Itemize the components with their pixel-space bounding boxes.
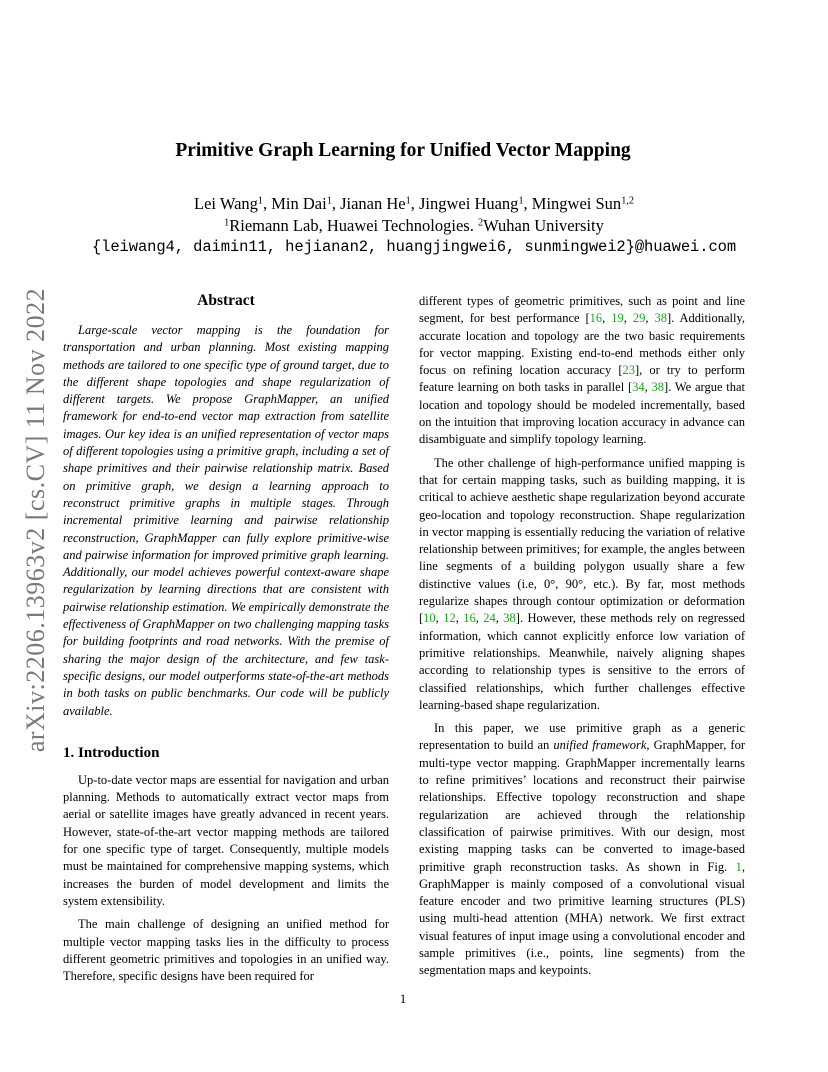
text-run: ]. We argue that location and topology should be modeled incrementally, based on the intuition that improving location accuracy in advance can disambiguate and simplify topology learning.	[419, 380, 746, 447]
email-list: {leiwang4, daimin11, hejianan2, huangjingwei6, sunmingwei2}@huawei.com	[91, 238, 737, 256]
citation-link[interactable]: 12	[443, 611, 456, 626]
intro-paragraph-2: The main challenge of designing an unified method for multiple vector mapping tasks lies in the difficulty to process different geometric primitives and topologies in an unified way. Therefore, specific designs have been required for	[63, 917, 389, 984]
citation-link[interactable]: 38	[651, 380, 665, 395]
text-run: ], or try to perform feature learning on both tasks in parallel [	[419, 363, 745, 395]
page-number: 1	[399, 991, 407, 1006]
arxiv-identifier-text: arXiv:2206.13963v2 [cs.CV] 11 Nov 2022	[21, 287, 51, 753]
text-run: The other challenge of high-performance unified mapping is that for certain mapping tasks, such as building mapping, it is critical to achieve aesthetic shape regularization beyond accurate geo-location and topology reconstruction. Shape regularization in vector mapping is essentially reducing the variation of relative relationship between primitives; for example, the angles between line segments of a building polygon usually share a few distinctive values (i.e, 0°, 90°, etc.). By far, most methods regularize shapes through contour optimization or deformation [	[419, 455, 745, 626]
author-list: Lei Wang$^1$, Min Dai$^1$, Jianan He$^1$, Jingwei Huang$^1$, Mingwei Sun$^{1,2}$	[194, 194, 634, 213]
arxiv-identifier	[20, 282, 52, 758]
left-column	[63, 292, 389, 985]
emphasis-text: unified framework	[553, 738, 647, 753]
citation-link[interactable]: 24	[483, 611, 496, 626]
citation-link[interactable]: 34	[632, 380, 645, 395]
citation-link[interactable]: 38	[503, 611, 516, 626]
affiliation-line: $^1$Riemann Lab, Huawei Technologies. $^2$Wuhan University	[224, 216, 604, 235]
right-column	[419, 293, 745, 980]
introduction-heading: 1. Introduction	[63, 744, 160, 761]
abstract-heading: Abstract	[197, 292, 255, 309]
abstract-text: Large-scale vector mapping is the foundation for transportation and urban planning. Most existing mapping methods are tailored to one specific type of ground target, due to the different shape topologies and shape regularization of different targets. We propose GraphMapper, an unified framework for end-to-end vector map extraction from satellite images. Our key idea is an unified representation of vector maps of different topologies using a primitive graph, including a set of shape primitives and their pairwise relationship matrix. Based on primitive graph, we design a learning approach to reconstruct primitive graphs in multiple stages. Through incremental primitive learning and pairwise relationship reconstruction, GraphMapper can fully explore primitive-wise and pairwise information for improved primitive graph learning. Additionally, our model achieves powerful context-aware shape regularization by learning directions that are consistent with pairwise relationship estimation. We empirically demonstrate the effectiveness of GraphMapper on two challenging mapping tasks for building footprints and road networks. With the premise of sharing the major design of the architecture, and few task-specific designs, our model outperforms state-of-the-art methods in both tasks on public benchmarks. Our code will be publicly available.	[63, 323, 389, 718]
intro-paragraph-1: Up-to-date vector maps are essential for navigation and urban planning. Methods to automatically extract vector maps from aerial or satellite images have greatly advanced in recent years. However, state-of-the-art vector mapping methods are tailored for one specific type of target. Consequently, multiple models must be maintained for comprehensive mapping systems, which increases the burden of model development and limits the system extensibility.	[63, 772, 389, 908]
right-paragraph-3	[419, 720, 745, 979]
text-run: In this paper, we use primitive graph as a generic representation to build an	[419, 721, 745, 753]
citation-link[interactable]: 38	[654, 311, 667, 326]
citation-link[interactable]: 10	[423, 611, 436, 626]
figure-reference-link[interactable]: 1	[735, 859, 742, 874]
paper-title: Primitive Graph Learning for Unified Vector Mapping	[175, 140, 631, 161]
text-run: , GraphMapper, for multi-type vector mapping. GraphMapper incrementally learns to refine primitives’ locations and reconstruct their pairwise relationships. Effective topology reconstruction and shape regularization are achieved through the relationship classification of pairwise primitives. With our design, most existing mapping tasks can be converted to image-based primitive graph reconstruction tasks. As shown in Fig.	[419, 738, 745, 874]
text-run: different types of geometric primitives, such as point and line segment, for best performance [	[419, 294, 745, 326]
citation-link[interactable]: 19	[611, 311, 624, 326]
text-run: , GraphMapper is mainly composed of a convolutional visual feature encoder and two primitive learning structures (PLS) using multi-head attention (MHA) network. We first extract visual features of input image using a convolutional encoder and sample primitives (i.e., points, line segments) from the segmentation maps and keypoints.	[419, 859, 745, 978]
right-paragraph-1: different types of geometric primitives, such as point and line segment, for best performance [16, 19, 29, 38]. Additionally, accurate location and topology are the two basic requirements for vector mapping. Existing end-to-end methods either only focus on refining location accuracy [23], or try to perform feature learning on both tasks in parallel [34, 38]. We argue that location and topology should be modeled incrementally, based on the intuition that improving location accuracy in advance can disambiguate and simplify topology learning.	[419, 294, 746, 447]
citation-link[interactable]: 16	[589, 311, 603, 326]
right-paragraph-2: The other challenge of high-performance unified mapping is that for certain mapping tasks, such as building mapping, it is critical to achieve aesthetic shape regularization beyond accurate geo-location and topology reconstruction. Shape regularization in vector mapping is essentially reducing the variation of relative relationship between primitives; for example, the angles between line segments of a building polygon usually share a few distinctive values (i.e, 0°, 90°, etc.). By far, most methods regularize shapes through contour optimization or deformation [10, 12, 16, 24, 38]. However, these methods rely on regressed information, which cannot explicitly enforce low variation of primitive relationships. Meanwhile, naively aligning shapes according to relationship types is sensitive to the errors of classified relationships, which further challenges effective learning-based shape regularization.	[419, 455, 746, 712]
citation-link[interactable]: 16	[463, 611, 476, 626]
text-run: ]. However, these methods rely on regressed information, which cannot explicitly enforce low variation of primitive relationships. Meanwhile, naively aligning shapes according to relationship types is sensitive to the errors of classified relationships, which further challenges effective learning-based shape regularization.	[419, 611, 746, 712]
text-run: ]. Additionally, accurate location and topology are the two basic requirements for vector mapping. Existing end-to-end methods either only focus on refining location accuracy [	[419, 311, 746, 378]
citation-link[interactable]: 29	[632, 311, 646, 326]
citation-link[interactable]: 23	[622, 363, 635, 378]
